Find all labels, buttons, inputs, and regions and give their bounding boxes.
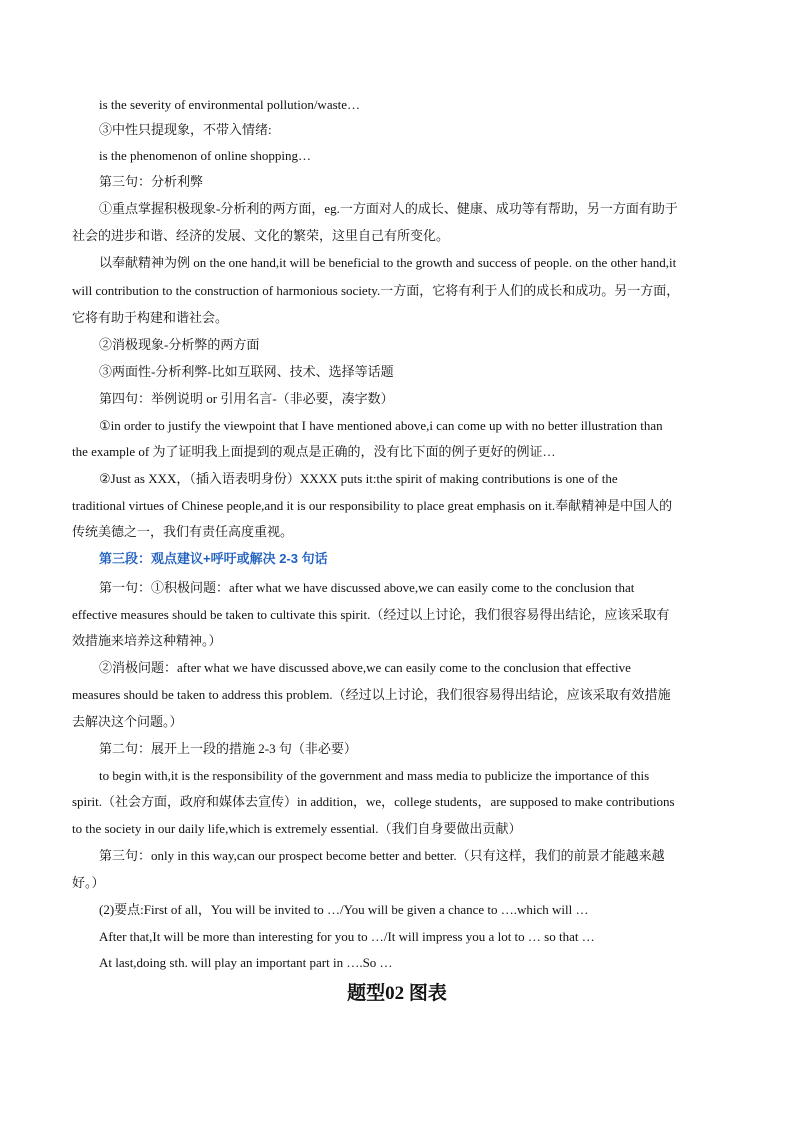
text-line: is the phenomenon of online shopping… xyxy=(99,148,311,163)
text-line: to begin with,it is the responsibility of the government and mass media to publicize the importance of this xyxy=(99,768,650,783)
text-line: 以奉献精神为例 on the one hand,it will be beneficial to the growth and success of people. on the other hand,it xyxy=(99,255,677,270)
text-line: 传统美德之一，我们有责任高度重视。 xyxy=(72,524,294,539)
text-line: ③两面性-分析利弊-比如互联网、技术、选择等话题 xyxy=(99,364,394,379)
text-line: spirit.（社会方面，政府和媒体去宣传）in addition，we，college students，are supposed to make contributions xyxy=(72,794,675,809)
text-line: ②消极现象-分析弊的两方面 xyxy=(99,337,260,352)
text-line: ②Just as XXX，（插入语表明身份）XXXX puts it:the spirit of making contributions is one of the xyxy=(99,471,618,486)
text-line: 社会的进步和谐、经济的发展、文化的繁荣，这里自己有所变化。 xyxy=(72,228,450,243)
text-line: After that,It will be more than interesting for you to …/It will impress you a lot to … so that … xyxy=(99,929,595,944)
text-line: the example of 为了证明我上面提到的观点是正确的，没有比下面的例子更好的例证… xyxy=(72,444,556,459)
text-line: 去解决这个问题。） xyxy=(72,714,183,729)
text-line: 效措施来培养这种精神。） xyxy=(72,633,222,648)
text-line: (2)要点:First of all，You will be invited to …/You will be given a chance to ….which will … xyxy=(99,902,589,917)
text-line: 第一句：①积极问题：after what we have discussed above,we can easily come to the conclusion that xyxy=(99,580,635,595)
text-line: At last,doing sth. will play an important part in ….So … xyxy=(99,955,393,970)
text-line: 第四句：举例说明 or 引用名言-（非必要，凑字数） xyxy=(99,391,394,406)
section-title: 题型02 图表 xyxy=(347,983,447,1004)
text-line: is the severity of environmental pollution/waste… xyxy=(99,97,361,112)
text-line: 第二句：展开上一段的措施 2-3 句（非必要） xyxy=(99,741,357,756)
text-line: ②消极问题：after what we have discussed above,we can easily come to the conclusion that effective xyxy=(99,660,631,675)
text-line: 它将有助于构建和谐社会。 xyxy=(72,310,229,325)
text-line: 好。） xyxy=(72,875,105,890)
text-line: effective measures should be taken to cultivate this spirit.（经过以上讨论，我们很容易得出结论，应该采取有 xyxy=(72,607,670,622)
text-line: ③中性只提现象，不带入情绪: xyxy=(99,122,272,137)
text-line: 第三句：only in this way,can our prospect become better and better.（只有这样，我们的前景才能越来越 xyxy=(99,848,665,863)
text-line: to the society in our daily life,which is extremely essential.（我们自身要做出贡献） xyxy=(72,821,522,836)
text-line: measures should be taken to address this problem.（经过以上讨论，我们很容易得出结论，应该采取有效措施 xyxy=(72,687,671,702)
text-line: ①重点掌握积极现象-分析利的两方面，eg.一方面对人的成长、健康、成功等有帮助，另一方面有助于 xyxy=(99,201,678,216)
text-line: traditional virtues of Chinese people,and it is our responsibility to place great emphasis on it.奉献精神是中国人的 xyxy=(72,498,673,513)
text-line: 第三句：分析利弊 xyxy=(99,174,204,189)
text-line: ①in order to justify the viewpoint that I have mentioned above,i can come up with no better illustration than xyxy=(99,418,663,433)
section-heading: 第三段：观点建议+呼吁或解决 2-3 句话 xyxy=(99,551,328,566)
text-line: will contribution to the construction of harmonious society.一方面，它将有利于人们的成长和成功。另一方面， xyxy=(72,283,680,298)
